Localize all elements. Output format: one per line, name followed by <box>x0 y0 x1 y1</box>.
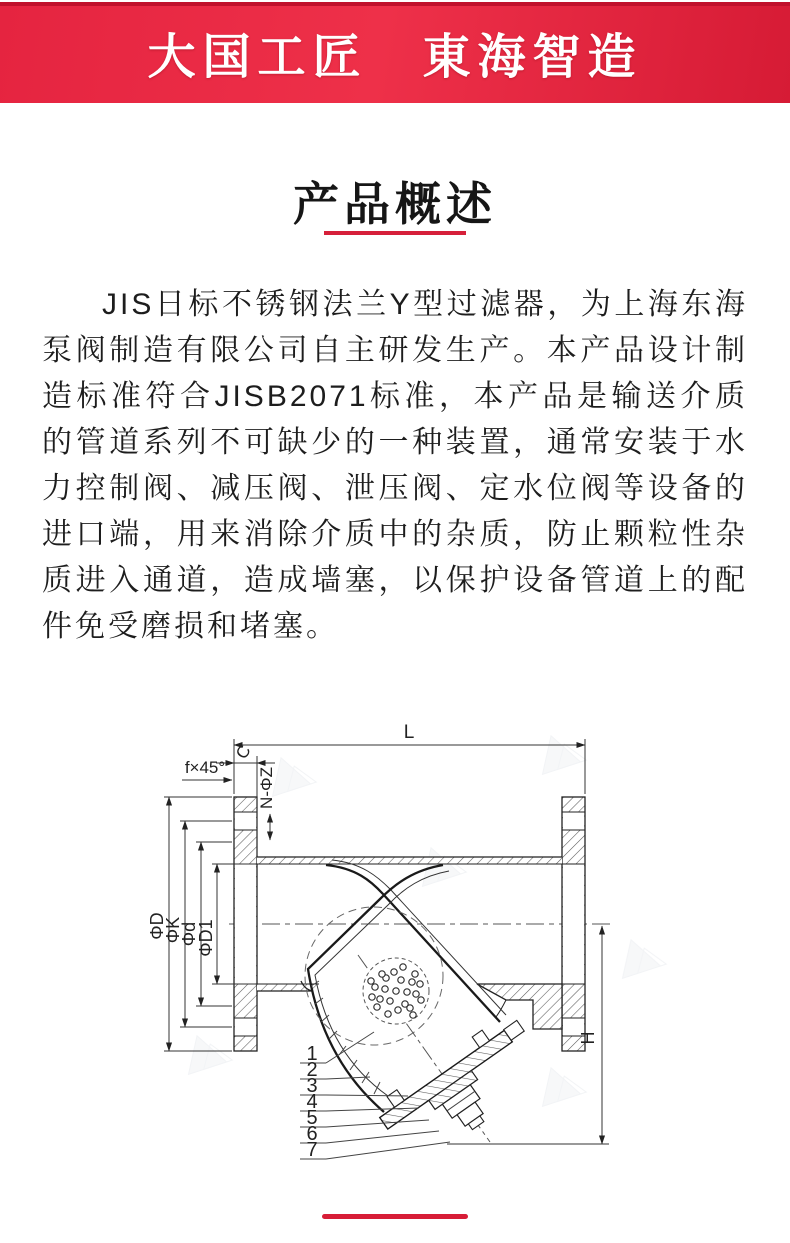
part-number-6: 6 <box>306 1123 318 1145</box>
dim-label-raised-face: Φd <box>179 921 199 947</box>
perforated-screen <box>363 958 429 1024</box>
dim-label-chamfer: f×45° <box>184 758 226 777</box>
part-number-3: 3 <box>306 1075 318 1097</box>
dim-label-bore: ΦD1 <box>196 919 216 957</box>
dim-label-bolt-holes: N-ΦZ <box>257 767 276 809</box>
part-number-7: 7 <box>306 1139 318 1161</box>
part-number-2: 2 <box>306 1059 318 1081</box>
dim-label-flange-od: ΦD <box>147 912 167 940</box>
part-number-5: 5 <box>306 1107 318 1129</box>
header-banner <box>0 2 790 103</box>
part-number-4: 4 <box>306 1091 318 1113</box>
drain-cap-assembly <box>372 1011 553 1170</box>
banner-title: 大国工匠 東海智造 <box>147 31 643 84</box>
title-underline <box>324 231 466 235</box>
page-title: 产品概述 <box>293 178 497 230</box>
dim-label-bolt-circle: ΦK <box>163 916 183 944</box>
footer-accent-bar <box>322 1214 468 1219</box>
left-flange <box>234 797 257 1051</box>
part-number-1: 1 <box>306 1043 318 1065</box>
dim-label-length: L <box>403 722 415 743</box>
dim-label-flange-thickness: C <box>232 741 255 763</box>
y-strainer-technical-drawing <box>112 684 674 1196</box>
dim-label-height: H <box>578 1031 598 1045</box>
product-intro-paragraph: JIS日标不锈钢法兰Y型过滤器，为上海东海泵阀制造有限公司自主研发生产。本产品设计制造标准符合JISB2071标准，本产品是输送介质的管道系列不可缺少的一种装置，通常安装于水力控制阀、减压阀、泄压阀、定水位阀等设备的进口端，用来消除介质中的杂质，防止颗粒性杂质进入通道，造成墙塞，以保护设备管道上的配件免受磨损和堵塞。 <box>42 288 748 643</box>
right-flange <box>562 797 585 1051</box>
